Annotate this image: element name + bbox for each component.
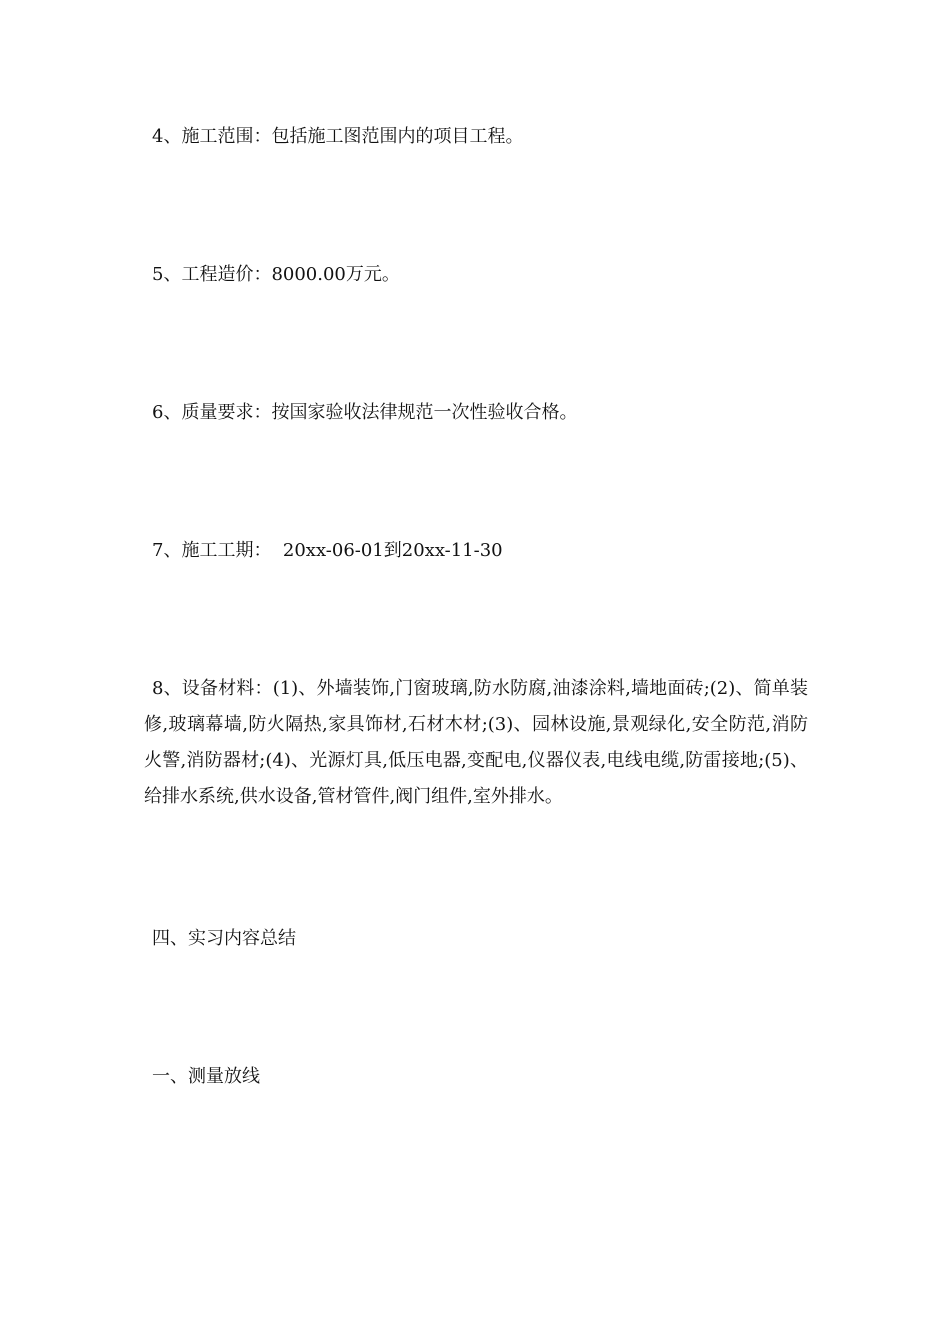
paragraph-construction-scope: 4、施工范围：包括施工图范围内的项目工程。 <box>152 126 524 147</box>
paragraph-construction-period: 7、施工工期： 20xx-06-01到20xx-11-30 <box>152 540 503 561</box>
paragraph-equipment-materials: 8、设备材料：(1)、外墙装饰,门窗玻璃,防水防腐,油漆涂料,墙地面砖;(2)、简单装修,玻璃幕墙,防火隔热,家具饰材,石材木材;(3)、园林设施,景观绿化,安全防范,消防火警,消防器材;(4)、光源灯具,低压电器,变配电,仪器仪表,电线电缆,防雷接地;(5)、给排水系统,供水设备,管材管件,阀门组件,室外排水。 <box>144 678 808 807</box>
paragraph-quality-requirement: 6、质量要求：按国家验收法律规范一次性验收合格。 <box>152 402 578 423</box>
section-heading-internship-summary: 四、实习内容总结 <box>152 928 296 949</box>
paragraph-project-cost: 5、工程造价：8000.00万元。 <box>152 264 400 285</box>
subsection-heading-surveying: 一、测量放线 <box>152 1066 260 1087</box>
